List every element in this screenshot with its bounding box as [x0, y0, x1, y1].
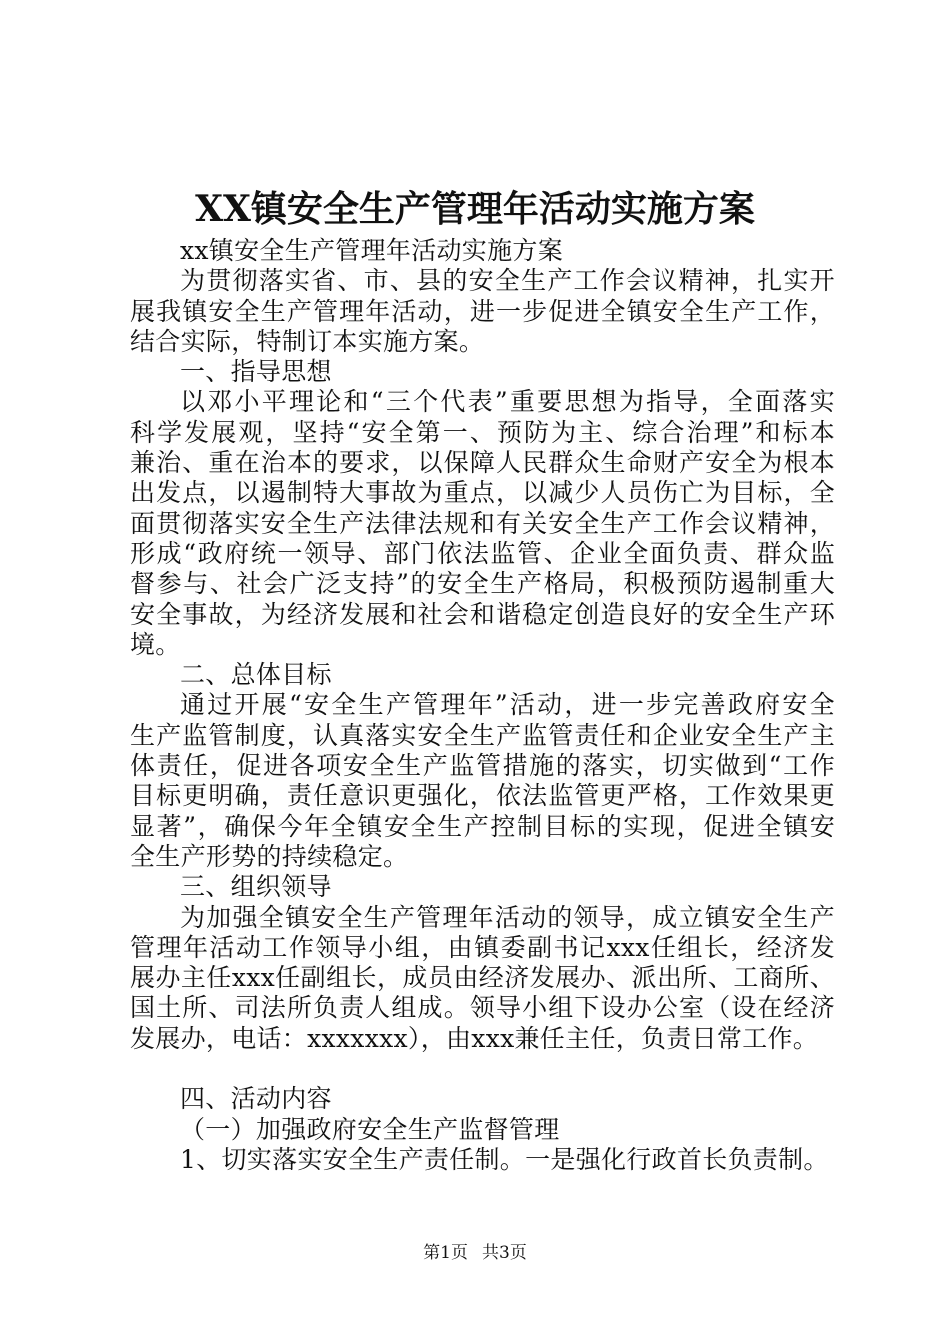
- paragraph-line: 以邓小平理论和“三个代表”重要思想为指导，全面落实: [180, 387, 835, 417]
- paragraph-line: 展我镇安全生产管理年活动，进一步促进全镇安全生产工作，: [130, 296, 835, 326]
- paragraph-line: 生产监管制度，认真落实安全生产监管责任和企业安全生产主: [130, 720, 835, 750]
- paragraph-line: 管理年活动工作领导小组，由镇委副书记xxx任组长，经济发: [130, 932, 835, 962]
- document-body: [130, 236, 835, 1175]
- paragraph-line: 形成“政府统一领导、部门依法监管、企业全面负责、群众监: [130, 538, 835, 568]
- paragraph-line: xx镇安全生产管理年活动实施方案: [180, 236, 563, 265]
- page-total: 共3页: [482, 1243, 527, 1263]
- paragraph-line: 科学发展观，坚持“安全第一、预防为主、综合治理”和标本: [130, 417, 835, 447]
- paragraph-line: 体责任，促进各项安全生产监管措施的落实，切实做到“工作: [130, 751, 835, 781]
- paragraph-line: 境。: [130, 629, 181, 659]
- paragraph-line: 一、指导思想: [180, 357, 332, 387]
- page-number: 第1页: [423, 1243, 468, 1263]
- paragraph-line: 为贯彻落实省、市、县的安全生产工作会议精神，扎实开: [180, 266, 835, 296]
- paragraph-line: 发展办，电话：xxxxxxx），由xxx兼任主任，负责日常工作。: [130, 1023, 819, 1053]
- paragraph-line: 四、活动内容: [180, 1084, 332, 1114]
- paragraph-line: 结合实际，特制订本实施方案。: [130, 326, 485, 356]
- paragraph-line: 1、切实落实安全生产责任制。一是强化行政首长负责制。: [180, 1144, 829, 1174]
- paragraph-line: 二、总体目标: [180, 660, 332, 690]
- paragraph-line: 通过开展“安全生产管理年”活动，进一步完善政府安全: [180, 690, 835, 720]
- paragraph-line: （一）加强政府安全生产监督管理: [180, 1114, 560, 1144]
- paragraph-line: 为加强全镇安全生产管理年活动的领导，成立镇安全生产: [180, 902, 835, 932]
- paragraph-line: 全生产形势的持续稳定。: [130, 841, 409, 871]
- paragraph-line: 显著”，确保今年全镇安全生产控制目标的实现，促进全镇安: [130, 811, 835, 841]
- paragraph-line: 目标更明确，责任意识更强化，依法监管更严格，工作效果更: [130, 781, 835, 811]
- paragraph-line: 三、组织领导: [180, 872, 332, 902]
- paragraph-line: 兼治、重在治本的要求，以保障人民群众生命财产安全为根本: [130, 448, 835, 478]
- paragraph-line: 面贯彻落实安全生产法律法规和有关安全生产工作会议精神，: [130, 508, 835, 538]
- paragraph-line: 展办主任xxx任副组长，成员由经济发展办、派出所、工商所、: [130, 963, 835, 993]
- paragraph-line: 出发点，以遏制特大事故为重点，以减少人员伤亡为目标，全: [130, 478, 835, 508]
- paragraph-line: 安全事故，为经济发展和社会和谐稳定创造良好的安全生产环: [130, 599, 835, 629]
- paragraph-line: 国土所、司法所负责人组成。领导小组下设办公室（设在经济: [130, 993, 835, 1023]
- page-footer: [0, 1241, 950, 1265]
- paragraph-line: 督参与、社会广泛支持”的安全生产格局，积极预防遏制重大: [130, 569, 835, 599]
- blank-line: [130, 1054, 835, 1084]
- document-title: XX镇安全生产管理年活动实施方案: [195, 188, 755, 230]
